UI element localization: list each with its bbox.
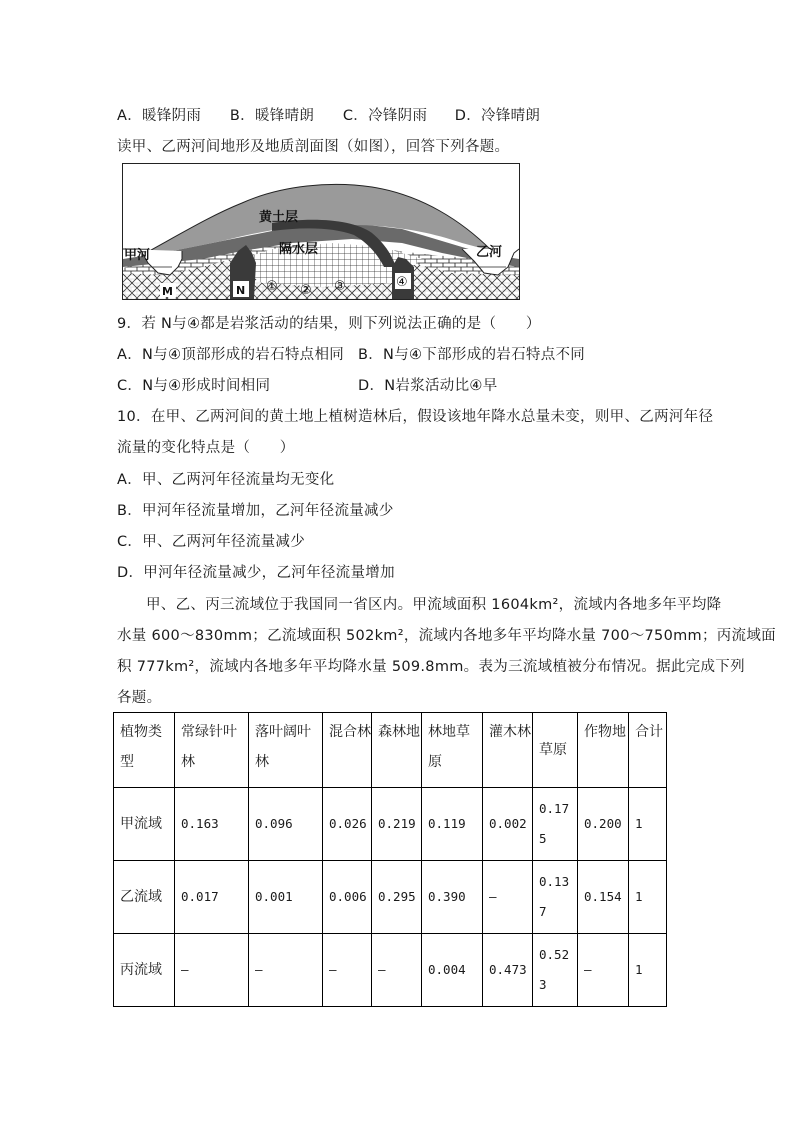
passage-line4: 各题。 xyxy=(117,690,162,706)
table-cell: 0.137 xyxy=(533,861,578,934)
table-cell: 0.006 xyxy=(323,861,372,934)
figure-intro: 读甲、乙两河间地形及地质剖面图（如图），回答下列各题。 xyxy=(117,139,510,155)
table-cell: 0.096 xyxy=(249,788,323,861)
label-circle-1: ① xyxy=(266,279,278,294)
label-m: M xyxy=(162,285,173,298)
aquiclude-label: 隔水层 xyxy=(279,242,319,257)
q10-option-c: C．甲、乙两河年径流量减少 xyxy=(117,534,306,550)
label-circle-4: ④ xyxy=(396,275,408,290)
river-jia-label: 甲河 xyxy=(124,248,151,263)
vegetation-table xyxy=(113,712,667,1007)
header-cell: 混合林 xyxy=(323,713,372,788)
table-cell: — xyxy=(175,934,249,1007)
header-cell: 落叶阔叶林 xyxy=(249,713,323,788)
table-cell: 1 xyxy=(629,861,667,934)
geologic-profile-figure xyxy=(122,163,520,300)
table-cell: 丙流域 xyxy=(114,934,175,1007)
table-row xyxy=(114,861,667,934)
table-cell: 0.163 xyxy=(175,788,249,861)
table-row xyxy=(114,788,667,861)
header-cell: 灌木林 xyxy=(483,713,533,788)
table-cell: 0.001 xyxy=(249,861,323,934)
q9-option-c: C．N与④形成时间相同 xyxy=(117,378,271,394)
header-cell: 植物类型 xyxy=(114,713,175,788)
table-cell: 1 xyxy=(629,934,667,1007)
q9-option-d: D．N岩浆活动比④早 xyxy=(358,378,498,394)
table-cell: 0.119 xyxy=(422,788,483,861)
q10-option-b: B．甲河年径流量增加，乙河年径流量减少 xyxy=(117,503,394,519)
table-cell: 0.175 xyxy=(533,788,578,861)
q10-stem-line2: 流量的变化特点是（ ） xyxy=(117,440,295,456)
q10-stem-line1: 10．在甲、乙两河间的黄土地上植树造林后，假设该地年降水总量未变，则甲、乙两河年径 xyxy=(117,409,714,425)
table-cell: 0.017 xyxy=(175,861,249,934)
q9-stem: 9．若 N与④都是岩浆活动的结果，则下列说法正确的是（ ） xyxy=(117,316,541,332)
header-cell: 草原 xyxy=(533,713,578,788)
q8-option-d: D．冷锋晴朗 xyxy=(454,108,541,124)
table-cell: — xyxy=(372,934,422,1007)
table-header-row xyxy=(114,713,667,788)
q9-options-ab xyxy=(117,343,585,364)
header-cell: 合计 xyxy=(629,713,667,788)
table-cell: 0.002 xyxy=(483,788,533,861)
table-cell: 0.219 xyxy=(372,788,422,861)
q9-options-cd xyxy=(117,374,498,395)
loess-label: 黄土层 xyxy=(259,210,299,225)
passage-line1: 甲、乙、丙三流域位于我国同一省区内。甲流域面积 1604km²，流域内各地多年平均降 xyxy=(146,597,722,613)
table-cell: — xyxy=(483,861,533,934)
table-cell: 0.390 xyxy=(422,861,483,934)
header-cell: 林地草原 xyxy=(422,713,483,788)
q8-option-a: A．暖锋阴雨 xyxy=(117,108,202,124)
table-cell: 1 xyxy=(629,788,667,861)
table-cell: 甲流域 xyxy=(114,788,175,861)
passage-line2: 水量 600～830mm；乙流域面积 502km²，流域内各地多年平均降水量 700～750mm；丙流域面 xyxy=(117,628,776,644)
table-cell: 0.295 xyxy=(372,861,422,934)
table-cell: 0.523 xyxy=(533,934,578,1007)
label-circle-3: ③ xyxy=(334,279,346,294)
table-cell: — xyxy=(578,934,629,1007)
q8-options xyxy=(117,104,540,125)
header-cell: 常绿针叶林 xyxy=(175,713,249,788)
q10-option-a: A．甲、乙两河年径流量均无变化 xyxy=(117,472,335,488)
q9-option-b: B．N与④下部形成的岩石特点不同 xyxy=(358,347,586,363)
table-cell: — xyxy=(323,934,372,1007)
q10-option-d: D．甲河年径流量减少，乙河年径流量增加 xyxy=(117,565,395,581)
label-n: N xyxy=(236,284,246,297)
q8-option-c: C．冷锋阴雨 xyxy=(342,108,428,124)
table-cell: 0.026 xyxy=(323,788,372,861)
table-cell: — xyxy=(249,934,323,1007)
table-cell: 0.473 xyxy=(483,934,533,1007)
table-cell: 0.200 xyxy=(578,788,629,861)
river-yi-label: 乙河 xyxy=(476,245,503,260)
q8-option-b: B．暖锋晴朗 xyxy=(229,108,315,124)
table-cell: 乙流域 xyxy=(114,861,175,934)
table-row xyxy=(114,934,667,1007)
table-cell: 0.004 xyxy=(422,934,483,1007)
table-cell: 0.154 xyxy=(578,861,629,934)
label-circle-2: ② xyxy=(300,283,312,298)
passage-line3: 积 777km²，流域内各地多年平均降水量 509.8mm。表为三流域植被分布情况。据此完成下列 xyxy=(117,659,745,675)
header-cell: 作物地 xyxy=(578,713,629,788)
q9-option-a: A．N与④顶部形成的岩石特点相同 xyxy=(117,347,345,363)
header-cell: 森林地 xyxy=(372,713,422,788)
